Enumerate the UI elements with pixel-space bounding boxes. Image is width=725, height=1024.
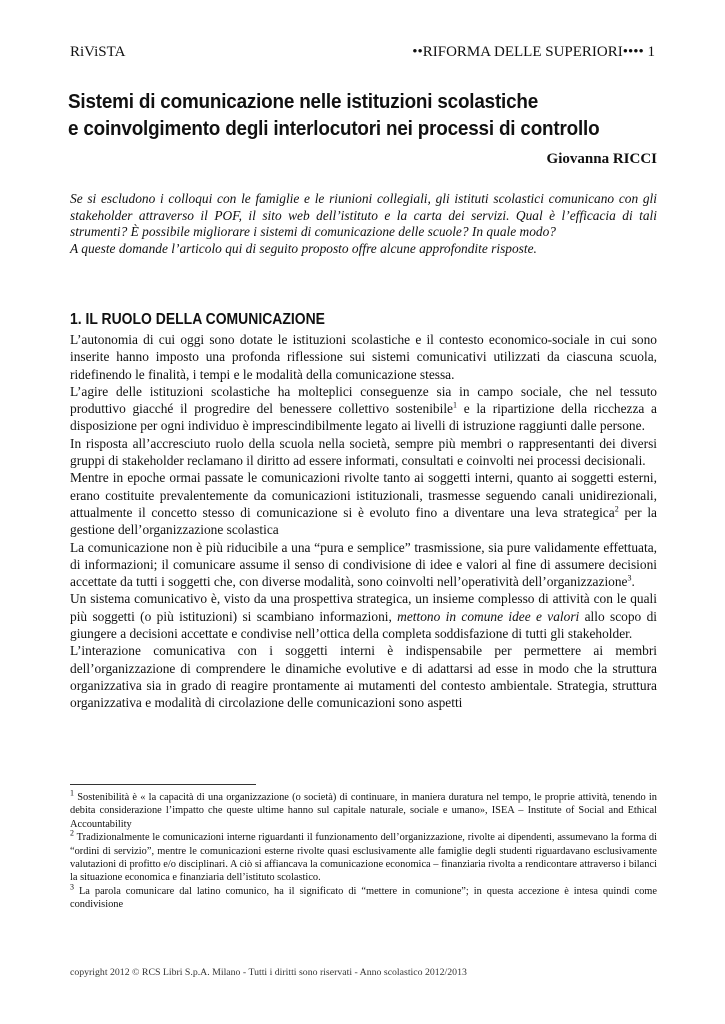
body-paragraph: In risposta all’accresciuto ruolo della scuola nella società, sempre più membri o rappresentanti dei diversi gruppi di stakeholder reclamano il diritto ad essere informati, consultati e coinvolti nei processi decisionali. xyxy=(70,435,657,469)
footnote-ref-3[interactable]: 3 xyxy=(627,573,632,583)
section-body xyxy=(70,331,657,712)
body-paragraph: La comunicazione non è più riducibile a una “pura e semplice” trasmissione, sia pure validamente effettuata, di informazioni; il comunicare assume il senso di condivisione di idee e valori al fine di assumere decisioni accettate da tutti i soggetti che, con diverse modalità, sono coinvolti nell’operatività dell’organizzazione$^3$. xyxy=(70,539,657,590)
journal-name: RiViSTA xyxy=(70,44,126,60)
abstract xyxy=(70,191,657,257)
body-paragraph: L’autonomia di cui oggi sono dotate le istituzioni scolastiche e il contesto economico-sociale in cui sono inserite hanno imposto una profonda riflessione sui sistemi comunicativi utilizzati da ciascuna scuola, ridefinendo le finalità, i tempi e le modalità della comunicazione stessa. xyxy=(70,332,657,382)
section-heading: 1. IL RUOLO DELLA COMUNICAZIONE xyxy=(70,311,325,328)
footnote-item: $^2$ Tradizionalmente le comunicazioni interne riguardanti il funzionamento dell’organizzazione, rivolte ai dipendenti, assumevano la forma di “ordini di servizio”, mentre le comunicazioni esterne rivolte quasi esclusivamente alle famiglie degli studenti riguardavano esclusivamente valutazioni di profitto e/o disciplinari. A ciò si affiancava la comunicazione economica – finanziaria rivolta a rendicontare attraverso i bilanci la situazione economica e finanziaria dell’istituto scolastico. xyxy=(70,828,657,884)
article-title-line-1: Sistemi di comunicazione nelle istituzioni scolastiche xyxy=(68,90,539,113)
copyright-footer: copyright 2012 © RCS Libri S.p.A. Milano - Tutti i diritti sono riservati - Anno scolastico 2012/2013 xyxy=(70,967,467,978)
article-title-line-2: e coinvolgimento degli interlocutori nei processi di controllo xyxy=(68,117,600,140)
footnote-number: 2 xyxy=(70,828,74,838)
running-header xyxy=(70,43,655,61)
body-paragraph: Mentre in epoche ormai passate le comunicazioni rivolte tanto ai soggetti interni, quanto ai soggetti esterni, erano costituite prevalentemente da comunicazioni istituzionali, trasmesse seguendo canali unidirezionali, attualmente il concetto stesso di comunicazione si è evoluto fino a diventare una leva strategica$^2$ per la gestione dell’organizzazione scolastica xyxy=(70,470,657,538)
footnotes xyxy=(70,788,657,912)
abstract-paragraph: Se si escludono i colloqui con le famiglie e le riunioni collegiali, gli istituti scolastici comunicano con gli stakeholder attraverso il POF, il sito web dell’istituto e la carta dei servizi. Qual è l’efficacia di tali strumenti? È possibile migliorare i sistemi di comunicazione delle scuole? In quale modo? xyxy=(70,191,657,239)
body-paragraph: L’interazione comunicativa con i soggetti interni è indispensabile per permettere ai membri dell’organizzazione di comprendere le dinamiche evolutive e di adattarsi ad esse in modo che la struttura organizzativa sia in grado di reagire prontamente ai mutamenti del contesto ambientale. Strategia, struttura organizzativa e modalità di circolazione delle comunicazioni sono aspetti xyxy=(70,643,657,711)
footnote-separator xyxy=(70,784,256,785)
abstract-paragraph: A queste domande l’articolo qui di seguito proposto offre alcune approfondite risposte. xyxy=(70,240,537,256)
footnote-ref-2[interactable]: 2 xyxy=(614,504,619,514)
footnote-ref-1[interactable]: 1 xyxy=(453,400,457,410)
footnote-number: 3 xyxy=(70,882,74,892)
footnote-item: $^1$ Sostenibilità è « la capacità di una organizzazione (o società) di continuare, in maniera duratura nel tempo, le proprie attività, tenendo in debita considerazione l’impatto che queste ultime hanno sul capitale naturale, sociale e umano», ISEA – Institute of Social and Ethical Accountability xyxy=(70,788,657,830)
body-paragraph: Un sistema comunicativo è, visto da una prospettiva strategica, un insieme complesso di attività con le quali più soggetti (o più istituzioni) si scambiano informazioni, mettono in comune idee e valori allo scopo di giungere a decisioni accettate e condivise nell’ottica della completa soddisfazione di tutti gli stakeholder. xyxy=(70,591,657,642)
emphasis-text: mettono in comune idee e valori xyxy=(397,608,580,624)
article-title xyxy=(68,88,657,142)
author-name: Giovanna RICCI xyxy=(546,151,657,167)
footnote-item: $^3$ La parola comunicare dal latino comunico, ha il significato di “mettere in comunione”; in questa accezione è intesa quindi come condivisione xyxy=(70,882,657,911)
body-paragraph: L’agire delle istituzioni scolastiche ha molteplici conseguenze sia in campo sociale, che nel tessuto produttivo giacché il progredire del benessere collettivo sostenibile$^1$ e la ripartizione della ricchezza a disposizione per ogni individuo è imprescindibilmente legato ai livelli di istruzione raggiunti dalle persone. xyxy=(70,383,657,434)
section-label: ••RIFORMA DELLE SUPERIORI•••• 1 xyxy=(412,44,655,60)
footnote-number: 1 xyxy=(70,788,74,798)
